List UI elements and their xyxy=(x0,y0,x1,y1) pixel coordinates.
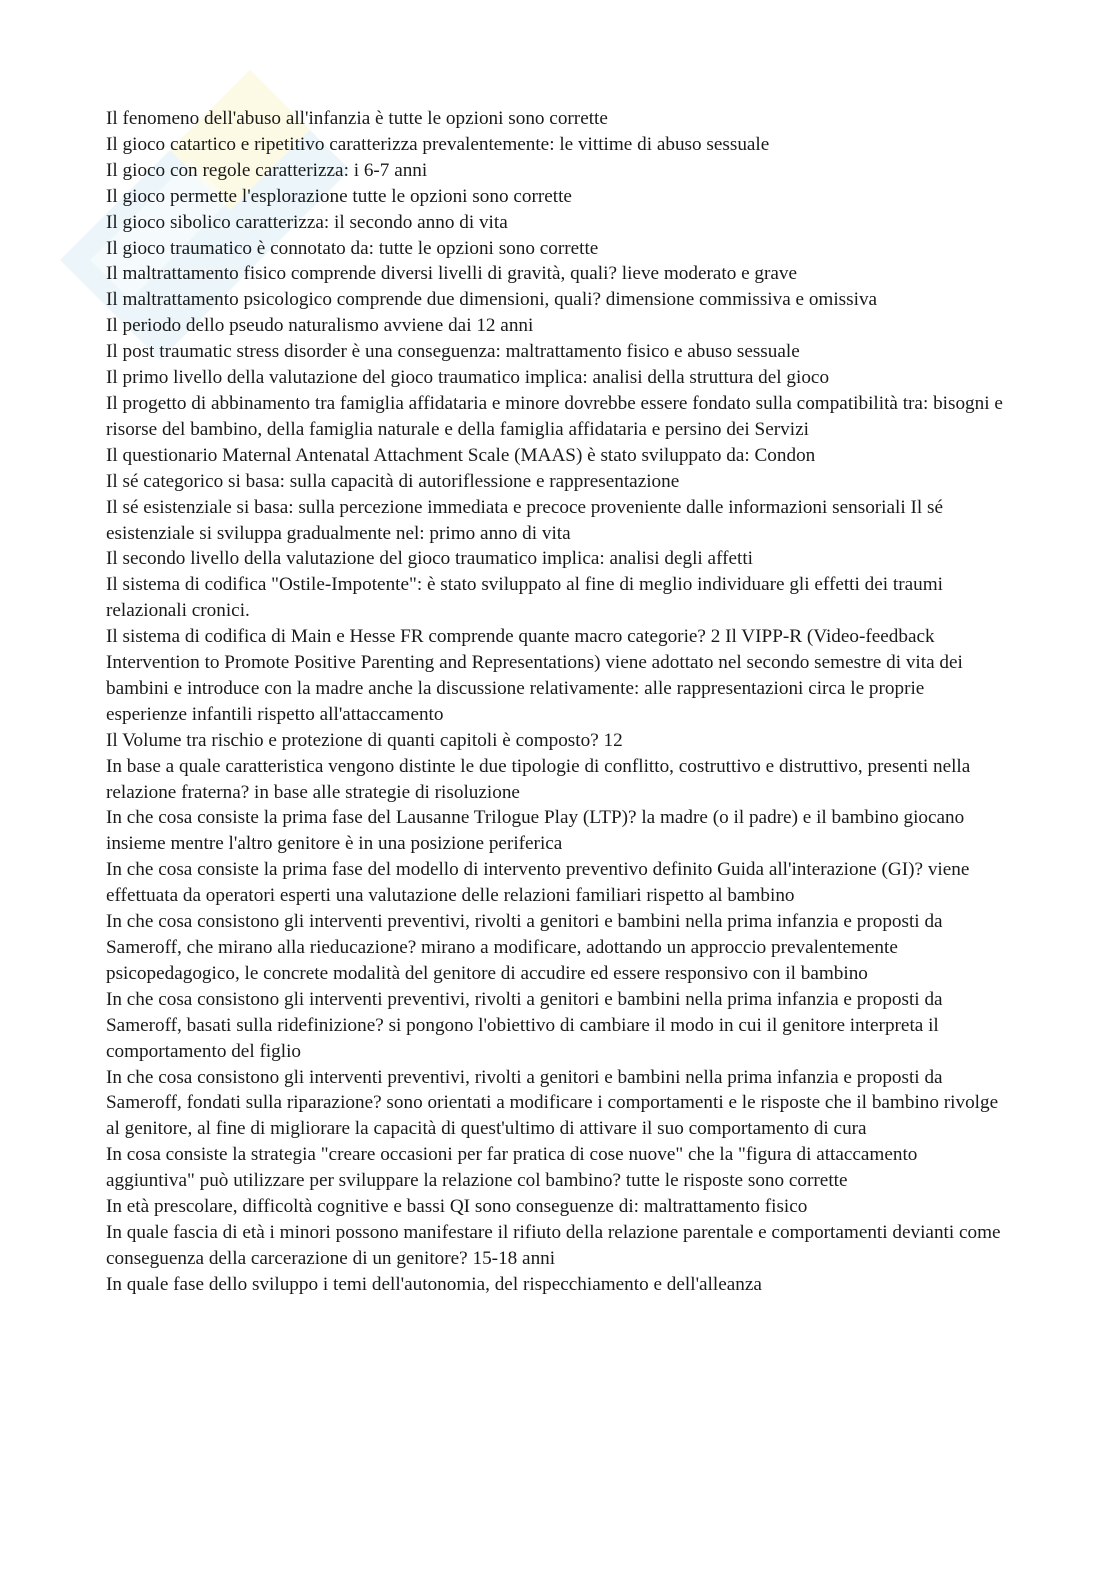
qa-entry: Il post traumatic stress disorder è una conseguenza: maltrattamento fisico e abuso sessuale xyxy=(106,341,800,363)
qa-entry: Il gioco traumatico è connotato da: tutte le opzioni sono corrette xyxy=(106,237,599,259)
qa-entry: Il primo livello della valutazione del gioco traumatico implica: analisi della struttura del gioco xyxy=(106,367,830,389)
qa-entry: Il periodo dello pseudo naturalismo avviene dai 12 anni xyxy=(106,315,534,337)
qa-entry: Il gioco con regole caratterizza: i 6-7 anni xyxy=(106,159,428,181)
qa-entry: In quale fase dello sviluppo i temi dell'autonomia, del rispecchiamento e dell'alleanza xyxy=(106,1273,762,1295)
qa-entry: Il Volume tra rischio e protezione di quanti capitoli è composto? 12 xyxy=(106,729,623,751)
qa-entry: Il sistema di codifica "Ostile-Impotente": è stato sviluppato al fine di meglio individuare gli effetti dei traumi relazionali cronici. xyxy=(106,574,943,622)
qa-entry: Il maltrattamento psicologico comprende due dimensioni, quali? dimensione commissiva e omissiva xyxy=(106,289,878,311)
qa-entry: Il gioco catartico e ripetitivo caratterizza prevalentemente: le vittime di abuso sessuale xyxy=(106,133,770,155)
document-body xyxy=(106,106,1006,1298)
qa-entry: Il gioco sibolico caratterizza: il secondo anno di vita xyxy=(106,211,508,233)
qa-entry: Il sé categorico si basa: sulla capacità di autoriflessione e rappresentazione xyxy=(106,470,680,492)
qa-entry: In che cosa consistono gli interventi preventivi, rivolti a genitori e bambini nella prima infanzia e proposti da Sameroff, fondati sulla riparazione? sono orientati a modificare i comportamenti e le risposte che il bambino rivolge al genitore, al fine di migliorare la capacità di quest'ultimo di attivare il suo comportamento di cura xyxy=(106,1066,999,1140)
qa-entry: Il gioco permette l'esplorazione tutte le opzioni sono corrette xyxy=(106,185,572,207)
qa-entry: Il sé esistenziale si basa: sulla percezione immediata e precoce proveniente dalle informazioni sensoriali Il sé esistenziale si sviluppa gradualmente nel: primo anno di vita xyxy=(106,496,943,544)
qa-entry: In base a quale caratteristica vengono distinte le due tipologie di conflitto, costruttivo e distruttivo, presenti nella relazione fraterna? in base alle strategie di risoluzione xyxy=(106,755,971,803)
qa-entry: Il maltrattamento fisico comprende diversi livelli di gravità, quali? lieve moderato e grave xyxy=(106,263,798,285)
qa-entry: In età prescolare, difficoltà cognitive e bassi QI sono conseguenze di: maltrattamento fisico xyxy=(106,1196,808,1218)
qa-entry: In che cosa consiste la prima fase del Lausanne Trilogue Play (LTP)? la madre (o il padre) e il bambino giocano insieme mentre l'altro genitore è in una posizione periferica xyxy=(106,807,965,855)
qa-entry: In che cosa consiste la prima fase del modello di intervento preventivo definito Guida all'interazione (GI)? viene effettuata da operatori esperti una valutazione delle relazioni familiari rispetto al bambino xyxy=(106,859,970,907)
qa-entry: Il secondo livello della valutazione del gioco traumatico implica: analisi degli affetti xyxy=(106,548,754,570)
qa-entry: Il progetto di abbinamento tra famiglia affidataria e minore dovrebbe essere fondato sulla compatibilità tra: bisogni e risorse del bambino, della famiglia naturale e della famiglia affidataria e persino dei Servizi xyxy=(106,392,1003,440)
qa-entry: In cosa consiste la strategia "creare occasioni per far pratica di cose nuove" che la "figura di attaccamento aggiuntiva" può utilizzare per sviluppare la relazione col bambino? tutte le risposte sono corrette xyxy=(106,1144,918,1192)
qa-entry: In quale fascia di età i minori possono manifestare il rifiuto della relazione parentale e comportamenti devianti come conseguenza della carcerazione di un genitore? 15-18 anni xyxy=(106,1221,1001,1269)
qa-entry: In che cosa consistono gli interventi preventivi, rivolti a genitori e bambini nella prima infanzia e proposti da Sameroff, che mirano alla rieducazione? mirano a modificare, adottando un approccio prevalentemente psicopedagogico, le concrete modalità del genitore di accudire ed essere responsivo con il bambino xyxy=(106,911,943,984)
qa-entry: Il sistema di codifica di Main e Hesse FR comprende quante macro categorie? 2 Il VIPP-R (Video-feedback Intervention to Promote Positive Parenting and Representations) viene adottato nel secondo semestre di vita dei bambini e introduce con la madre anche la discussione relativamente: alle rappresentazioni circa le proprie esperienze infantili rispetto all'attaccamento xyxy=(106,626,963,725)
qa-entry: Il fenomeno dell'abuso all'infanzia è tutte le opzioni sono corrette xyxy=(106,108,608,129)
qa-entry: In che cosa consistono gli interventi preventivi, rivolti a genitori e bambini nella prima infanzia e proposti da Sameroff, basati sulla ridefinizione? si pongono l'obiettivo di cambiare il modo in cui il genitore interpreta il comportamento del figlio xyxy=(106,988,943,1062)
qa-entry: Il questionario Maternal Antenatal Attachment Scale (MAAS) è stato sviluppato da: Condon xyxy=(106,444,816,466)
